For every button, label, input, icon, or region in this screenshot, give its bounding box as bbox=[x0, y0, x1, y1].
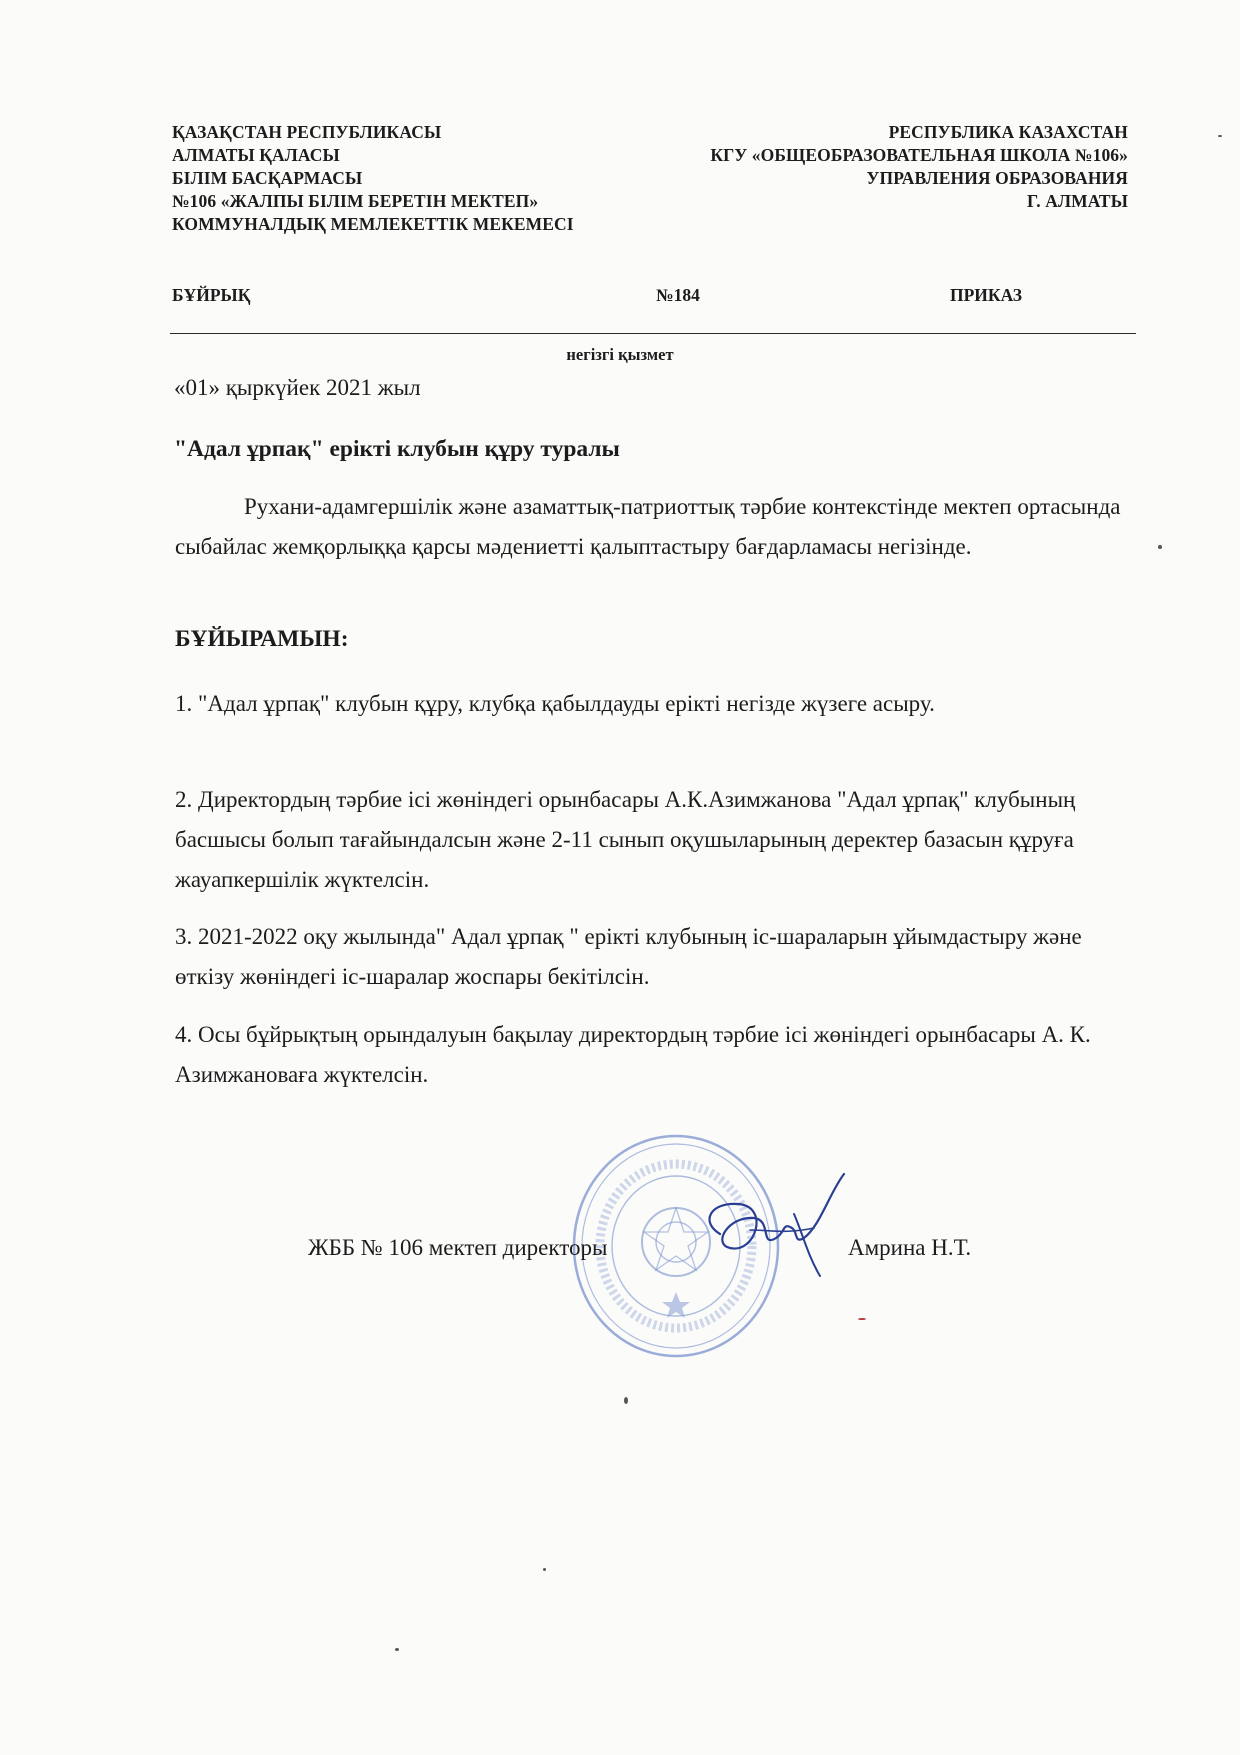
header-kz-line: КОММУНАЛДЫҚ МЕМЛЕКЕТТІК МЕКЕМЕСІ bbox=[172, 214, 574, 234]
header-kz-line: БІЛІМ БАСҚАРМАСЫ bbox=[172, 168, 363, 188]
header-kz-line: №106 «ЖАЛПЫ БІЛІМ БЕРЕТІН МЕКТЕП» bbox=[172, 191, 539, 211]
order-item: 2. Директордың тәрбие ісі жөніндегі орынбасары А.К.Азимжанова "Адал ұрпақ" клубының басшысы болып тағайындалсын және 2-11 сынып оқушыларының деректер базасын құруға жауапкершілік жүктелсін. bbox=[175, 787, 1076, 892]
scan-speck bbox=[858, 1318, 866, 1320]
scan-speck bbox=[624, 1397, 628, 1404]
signature-icon bbox=[690, 1172, 860, 1292]
preamble-paragraph: Рухани-адамгершілік және азаматтық-патриоттық тәрбие контекстінде мектеп ортасында сыбайлас жемқорлыққа қарсы мәдениетті қалыптастыру бағдарламасы негізінде. bbox=[175, 494, 1121, 559]
order-number: №184 bbox=[656, 285, 700, 305]
scan-speck bbox=[543, 1568, 546, 1571]
signatory-name: Амрина Н.Т. bbox=[848, 1235, 972, 1260]
header-kz-line: АЛМАТЫ ҚАЛАСЫ bbox=[172, 145, 340, 165]
header-ru-line: РЕСПУБЛИКА КАЗАХСТАН bbox=[888, 122, 1128, 142]
order-row bbox=[172, 285, 1032, 309]
order-label-ru: ПРИКАЗ bbox=[950, 285, 1023, 305]
order-item: 4. Осы бұйрықтың орындалуын бақылау директордың тәрбие ісі жөніндегі орынбасары А. К. Азимжановаға жүктелсін. bbox=[175, 1022, 1091, 1087]
header-divider bbox=[170, 333, 1136, 334]
order-item: 3. 2021-2022 оқу жылында" Адал ұрпақ " ерікті клубының іс-шараларын ұйымдастыру және өткізу жөніндегі іс-шаралар жоспары бекітілсін. bbox=[175, 924, 1082, 989]
order-date: «01» қыркүйек 2021 жыл bbox=[174, 375, 421, 400]
order-label-kz: БҰЙРЫҚ bbox=[172, 285, 251, 305]
scan-speck bbox=[1158, 545, 1162, 549]
header-ru-line: КГУ «ОБЩЕОБРАЗОВАТЕЛЬНАЯ ШКОЛА №106» bbox=[710, 145, 1128, 165]
command-heading: БҰЙЫРАМЫН: bbox=[175, 626, 349, 652]
order-item: 1. "Адал ұрпақ" клубын құру, клубқа қабылдауды ерікті негізде жүзеге асыру. bbox=[175, 691, 935, 716]
order-title: "Адал ұрпақ" ерікті клубын құру туралы bbox=[174, 436, 620, 462]
signatory-position: ЖББ № 106 мектеп директоры bbox=[308, 1235, 608, 1260]
scan-speck bbox=[395, 1648, 399, 1651]
scan-speck bbox=[1218, 135, 1222, 137]
header-kz-line: ҚАЗАҚСТАН РЕСПУБЛИКАСЫ bbox=[172, 122, 442, 142]
activity-type: негізгі қызмет bbox=[566, 345, 674, 364]
header-russian bbox=[568, 121, 1128, 213]
header-ru-line: Г. АЛМАТЫ bbox=[1027, 191, 1128, 211]
header-ru-line: УПРАВЛЕНИЯ ОБРАЗОВАНИЯ bbox=[866, 168, 1128, 188]
